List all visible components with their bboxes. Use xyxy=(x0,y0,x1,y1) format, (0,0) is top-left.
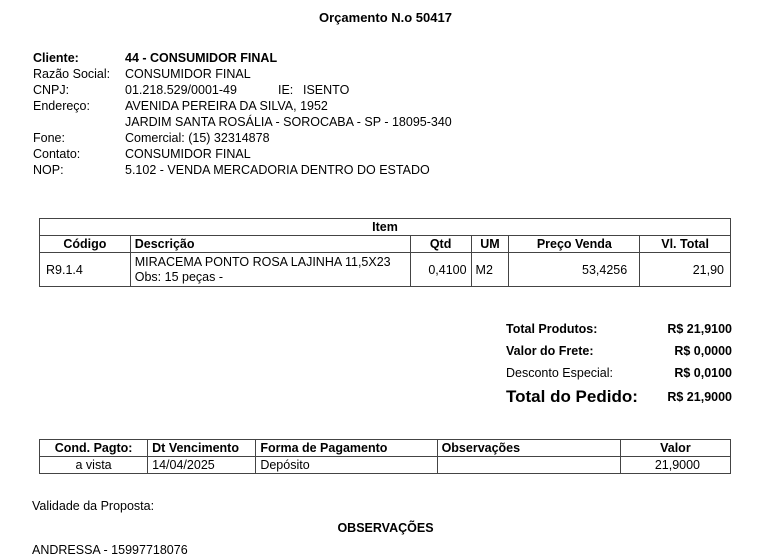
item-obs: Obs: 15 peças - xyxy=(134,269,223,284)
frete-value: R$ 0,0000 xyxy=(674,344,732,358)
razao-value: CONSUMIDOR FINAL xyxy=(125,67,251,81)
col-preco: Preço Venda xyxy=(509,236,640,253)
nop-label: NOP: xyxy=(33,163,64,177)
validade-label: Validade da Proposta: xyxy=(32,499,155,513)
cnpj-label: CNPJ: xyxy=(33,83,70,97)
client-label: Cliente: xyxy=(33,51,79,65)
col-descricao: Descrição xyxy=(130,236,410,253)
total-pedido-row xyxy=(506,384,732,410)
item-total: 21,90 xyxy=(640,253,731,287)
endereco-label: Endereço: xyxy=(33,99,90,113)
client-value: 44 - CONSUMIDOR FINAL xyxy=(125,51,278,65)
col-qtd: Qtd xyxy=(410,236,471,253)
pay-valor: 21,9000 xyxy=(620,457,730,474)
col-cond: Cond. Pagto: xyxy=(40,440,148,457)
col-valor: Valor xyxy=(620,440,730,457)
item-um: M2 xyxy=(471,253,509,287)
frete-label: Valor do Frete: xyxy=(506,344,594,358)
fone-value: Comercial: (15) 32314878 xyxy=(125,131,270,145)
frete-row xyxy=(506,340,732,362)
pay-cond: a vista xyxy=(40,457,148,474)
nop-value: 5.102 - VENDA MERCADORIA DENTRO DO ESTADO xyxy=(125,163,430,177)
totals-block xyxy=(506,318,732,410)
contact-line: ANDRESSA - 15997718076 xyxy=(32,543,188,557)
table-row xyxy=(40,457,731,474)
item-descricao-cell xyxy=(130,253,410,287)
col-um: UM xyxy=(471,236,509,253)
endereco-line1: AVENIDA PEREIRA DA SILVA, 1952 xyxy=(125,99,328,113)
desconto-value: R$ 0,0100 xyxy=(674,366,732,380)
total-produtos-value: R$ 21,9100 xyxy=(667,322,732,336)
observacoes-title: OBSERVAÇÕES xyxy=(337,521,434,535)
item-codigo: R9.1.4 xyxy=(40,253,131,287)
items-table xyxy=(39,218,731,287)
total-produtos-label: Total Produtos: xyxy=(506,322,598,336)
col-obs: Observações xyxy=(437,440,620,457)
contato-label: Contato: xyxy=(33,147,81,161)
desconto-label: Desconto Especial: xyxy=(506,366,614,380)
col-venc: Dt Vencimento xyxy=(148,440,256,457)
items-group-header: Item xyxy=(40,219,731,236)
table-row xyxy=(40,253,731,287)
item-descricao: MIRACEMA PONTO ROSA LAJINHA 11,5X23 xyxy=(134,254,391,269)
ie-label: IE: xyxy=(278,83,294,97)
col-codigo: Código xyxy=(40,236,131,253)
pay-venc: 14/04/2025 xyxy=(148,457,256,474)
pay-forma: Depósito xyxy=(256,457,437,474)
ie-value: ISENTO xyxy=(303,83,350,97)
fone-label: Fone: xyxy=(33,131,65,145)
razao-label: Razão Social: xyxy=(33,67,111,81)
document-title: Orçamento N.o 50417 xyxy=(319,10,452,25)
total-pedido-label: Total do Pedido: xyxy=(506,387,638,406)
col-total: Vl. Total xyxy=(640,236,731,253)
contato-value: CONSUMIDOR FINAL xyxy=(125,147,251,161)
total-produtos-row xyxy=(506,318,732,340)
item-qtd: 0,4100 xyxy=(410,253,471,287)
col-forma: Forma de Pagamento xyxy=(256,440,437,457)
endereco-line2: JARDIM SANTA ROSÁLIA - SOROCABA - SP - 18095-340 xyxy=(125,115,452,129)
payment-table xyxy=(39,439,731,474)
total-pedido-value: R$ 21,9000 xyxy=(667,390,732,404)
pay-obs xyxy=(437,457,620,474)
item-preco: 53,4256 xyxy=(509,253,640,287)
cnpj-value: 01.218.529/0001-49 xyxy=(125,83,237,97)
desconto-row xyxy=(506,362,732,384)
